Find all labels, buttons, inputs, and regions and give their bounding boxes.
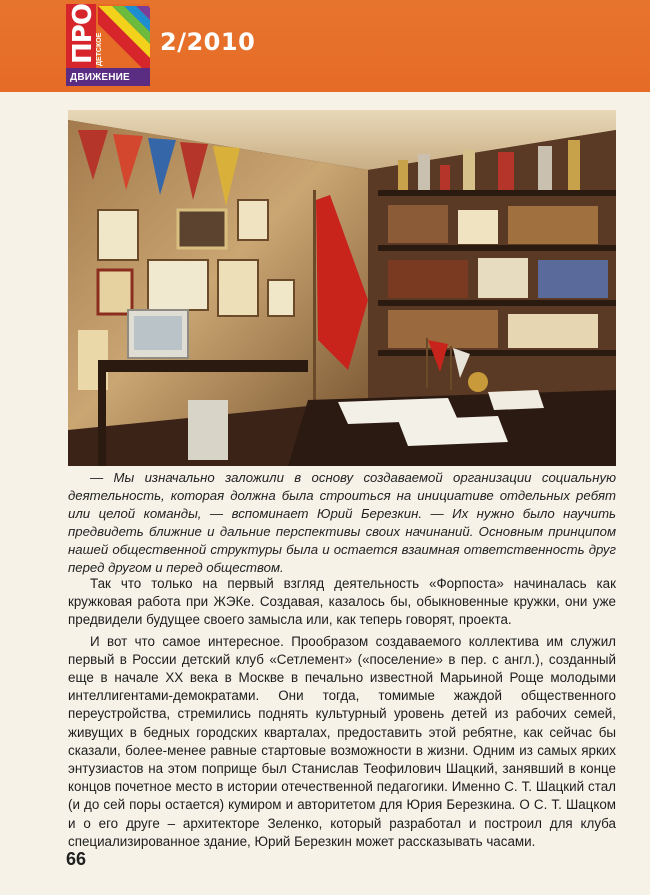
header-band xyxy=(0,0,650,92)
logo-text-dvizhenie: ДВИЖЕНИЕ xyxy=(70,72,130,83)
caption-text: — Мы изначально заложили в основу создаваемой организации социальную деятельность, которая должна была строиться на инициативе отдельных ребят или целой команды, — вспоминает Юрий Березкин. — Их нужно было научить предвидеть ближние и дальние перспективы своих начинаний. Основным принципом нашей общественной структуры была и остается взаимная ответственность друг перед другом и перед обществом. xyxy=(68,470,616,575)
paragraph-1: Так что только на первый взгляд деятельность «Форпоста» начиналась как кружковая работа при ЖЭКе. Создавая, казалось бы, обыкновенные кружки, они уже предвидели будущее своего замысла или, как теперь говорят, проекта. xyxy=(68,576,616,628)
article-body xyxy=(68,575,616,854)
magazine-logo xyxy=(66,4,150,86)
office-photo xyxy=(68,110,616,466)
photo-caption xyxy=(68,469,616,577)
paragraph-2: И вот что самое интересное. Прообразом создаваемого коллектива им служил первый в России детский клуб «Сетлемент» («поселение» в пер. с англ.), созданный еще в начале XX века в Москве в печально известной Марьиной Роще молодыми интеллигентами-демократами. Они тогда, томимые жаждой общественного переустройства, стремились поднять культурный уровень детей из рабочих семей, живущих в бедных городских кварталах, предоставить этой ребятне, как сейчас бы сказали, более-менее равные стартовые возможности в жизни. Одним из самых ярких энтузиастов на этом поприще был Станислав Теофилович Шацкий, занявший в конце концов почетное место в истории отечественной педагогики. Именно С. Т. Шацкий стал (и до сей поры остается) кумиром и авторитетом для Юрия Березкина. О С. Т. Шацком и о его друге – архитекторе Зеленко, который разработал и построил для клуба специализированное здание, Юрий Березкин может рассказывать часами. xyxy=(68,633,616,849)
page-number: 66 xyxy=(66,849,87,869)
logo-text-detskoe: ДЕТСКОЕ xyxy=(96,32,103,66)
issue-number: 2/2010 xyxy=(160,28,256,56)
office-room-photo-icon xyxy=(68,110,616,466)
logo-text-pro: ПРО xyxy=(68,4,98,64)
